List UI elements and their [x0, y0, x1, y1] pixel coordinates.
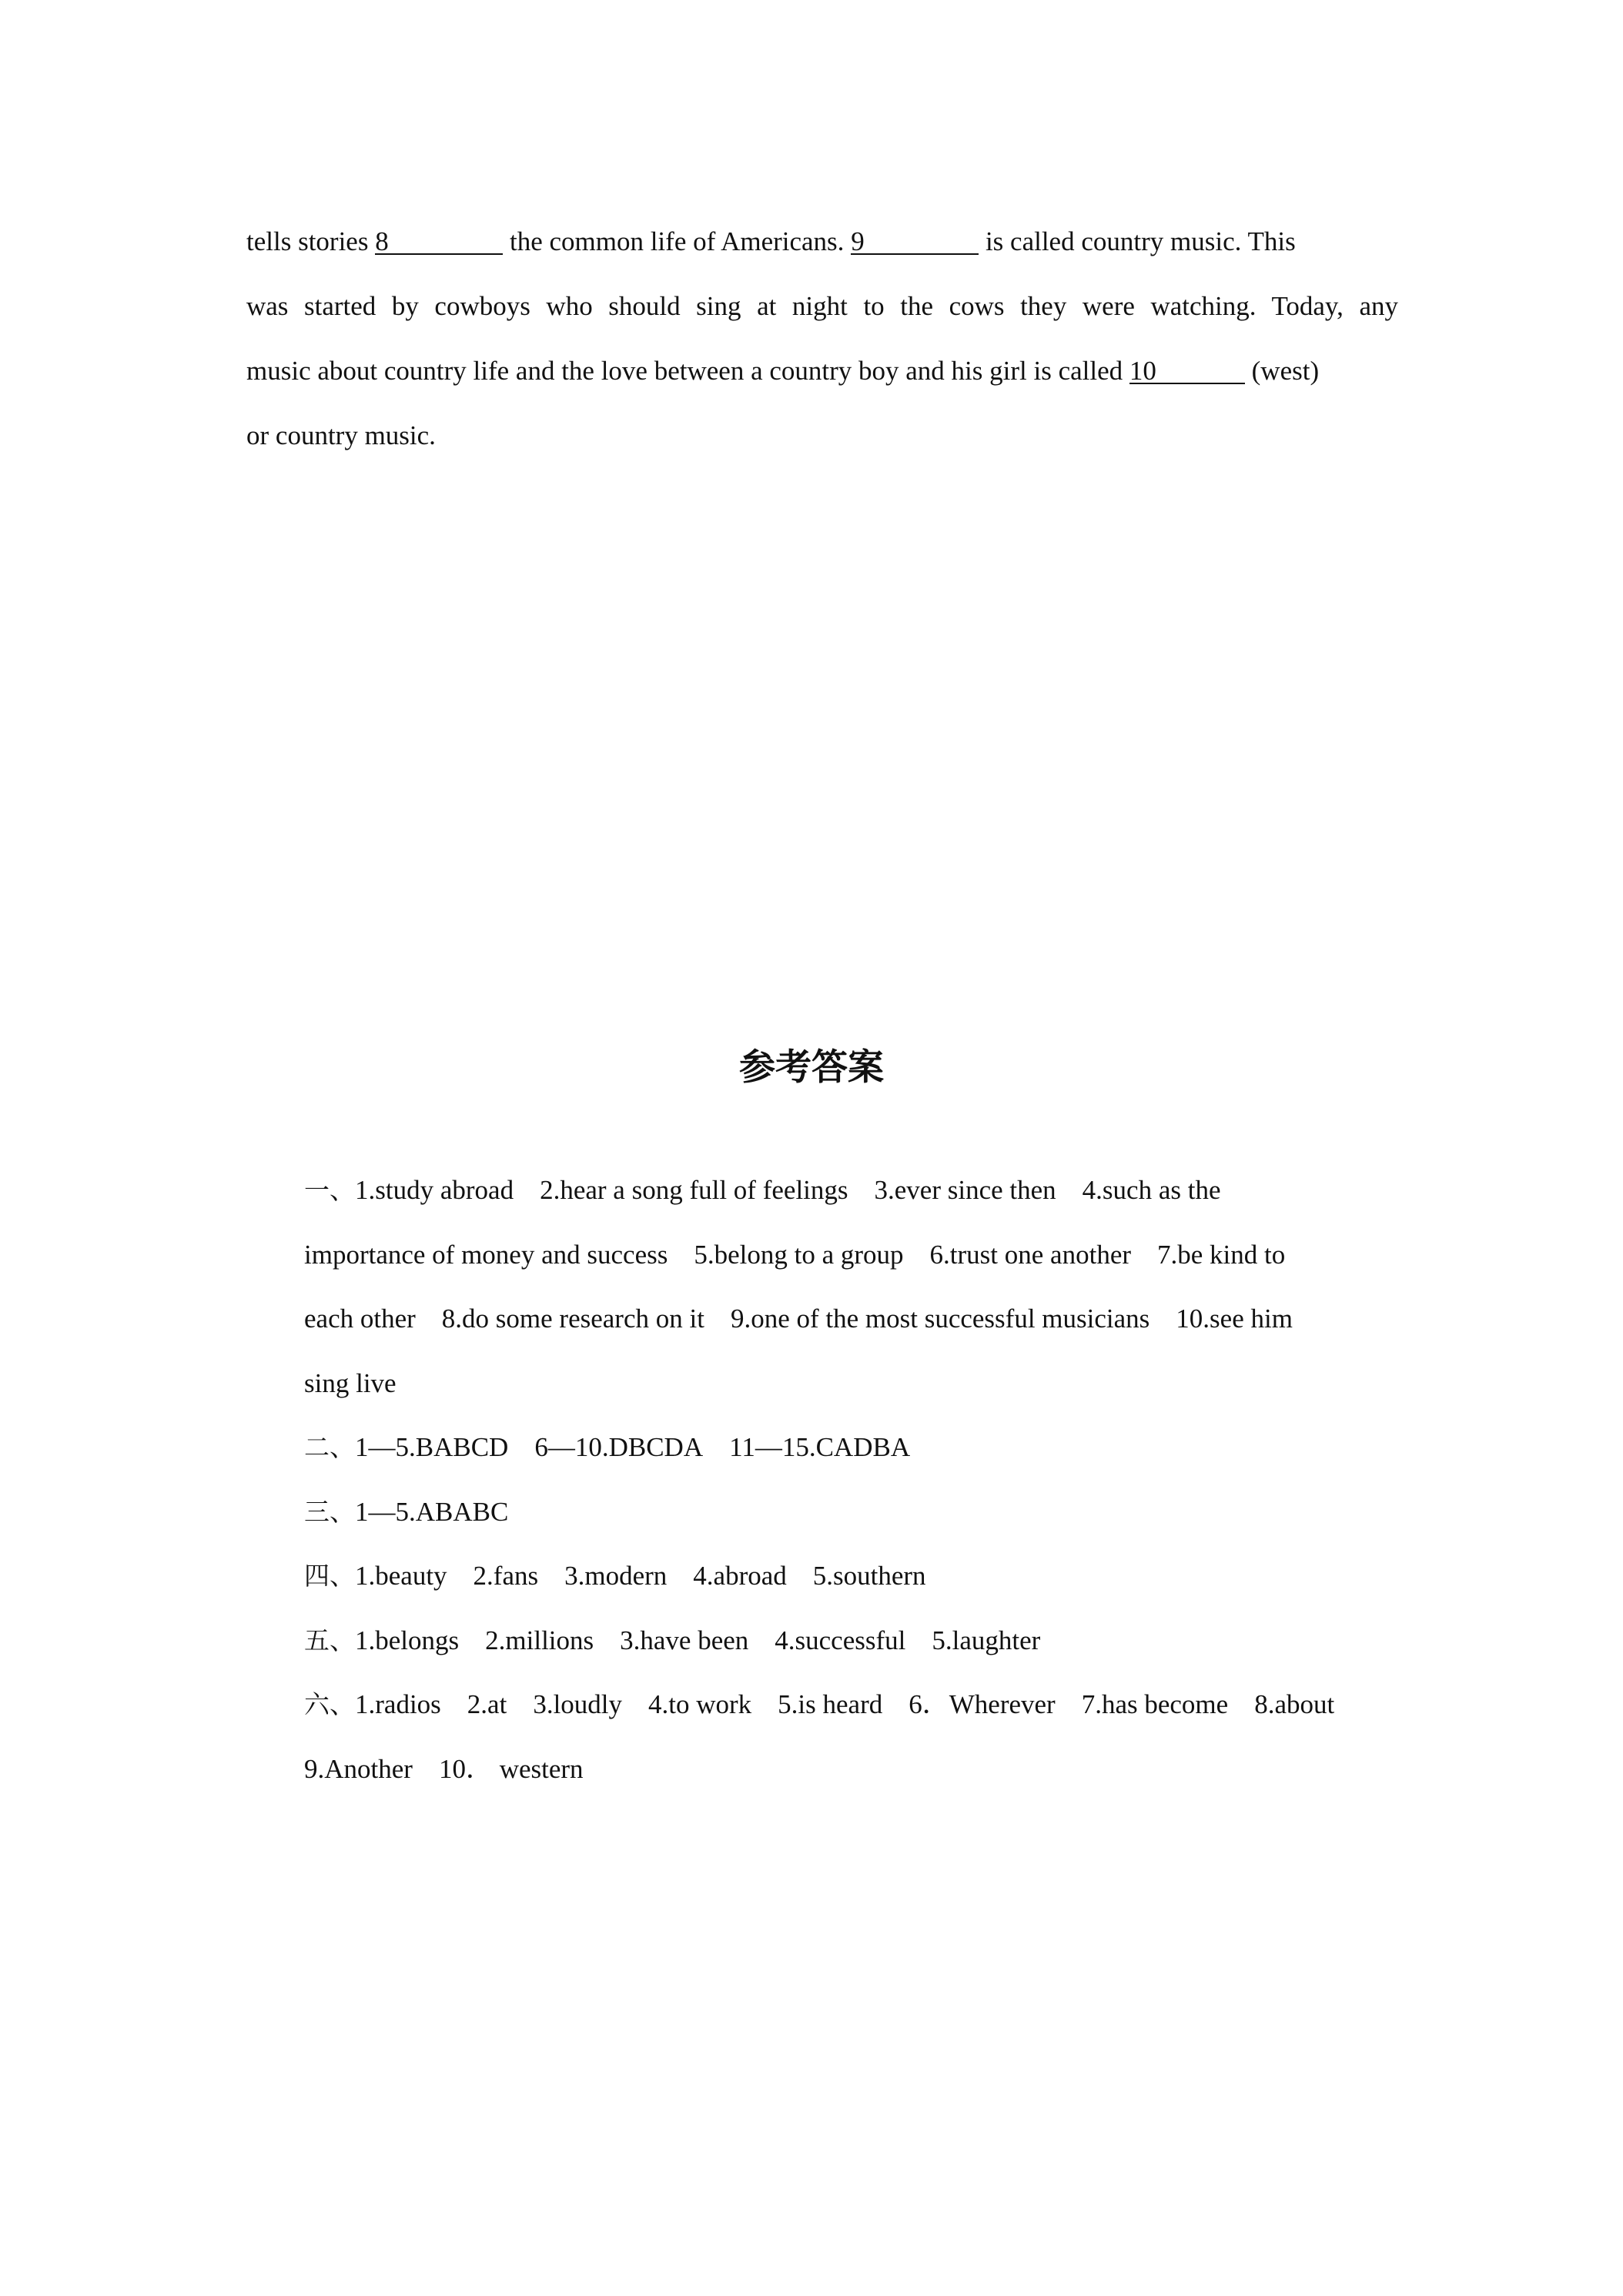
section-6-row-1: 六、1.radios 2.at 3.loudly 4.to work 5.is heard 6．Wherever 7.has become 8.about — [304, 1689, 1335, 1719]
passage-line-4: or country music. — [246, 420, 436, 450]
section-6-label: 六、 — [304, 1689, 355, 1719]
answer-key-title: 参考答案 — [739, 1046, 884, 1089]
section-1-label: 一、 — [304, 1175, 355, 1205]
passage — [246, 209, 1398, 468]
section-1-row-3: each other 8.do some research on it 9.one of the most successful musicians 10.see him — [304, 1304, 1293, 1334]
answer-key — [304, 1158, 1405, 1801]
blank-10: 10 — [1129, 360, 1245, 384]
passage-line-2: was started by cowboys who should sing at night to the cows they were watching. Today, any — [246, 291, 1398, 321]
section-4-label: 四、 — [304, 1561, 355, 1591]
section-1-row-1: 一、1.study abroad 2.hear a song full of feelings 3.ever since then 4.such as the — [304, 1175, 1221, 1205]
section-5-label: 五、 — [304, 1625, 355, 1655]
blank-8: 8 — [375, 230, 503, 255]
section-3: 三、1—5.ABABC — [304, 1496, 509, 1527]
section-2-label: 二、 — [304, 1432, 355, 1462]
section-4: 四、1.beauty 2.fans 3.modern 4.abroad 5.southern — [304, 1561, 926, 1591]
section-1-row-2: importance of money and success 5.belong to a group 6.trust one another 7.be kind to — [304, 1239, 1286, 1270]
section-6-row-2: 9.Another 10． western — [304, 1753, 584, 1784]
blank-9: 9 — [851, 230, 979, 255]
section-2: 二、1—5.BABCD 6—10.DBCDA 11—15.CADBA — [304, 1432, 911, 1462]
section-3-label: 三、 — [304, 1496, 355, 1527]
section-5: 五、1.belongs 2.millions 3.have been 4.successful 5.laughter — [304, 1625, 1041, 1655]
passage-line-1: tells stories 8 the common life of Americans. 9 is called country music. This — [246, 226, 1296, 256]
section-1-row-4: sing live — [304, 1367, 397, 1398]
passage-line-3: music about country life and the love between a country boy and his girl is called 10 (west) — [246, 356, 1320, 386]
